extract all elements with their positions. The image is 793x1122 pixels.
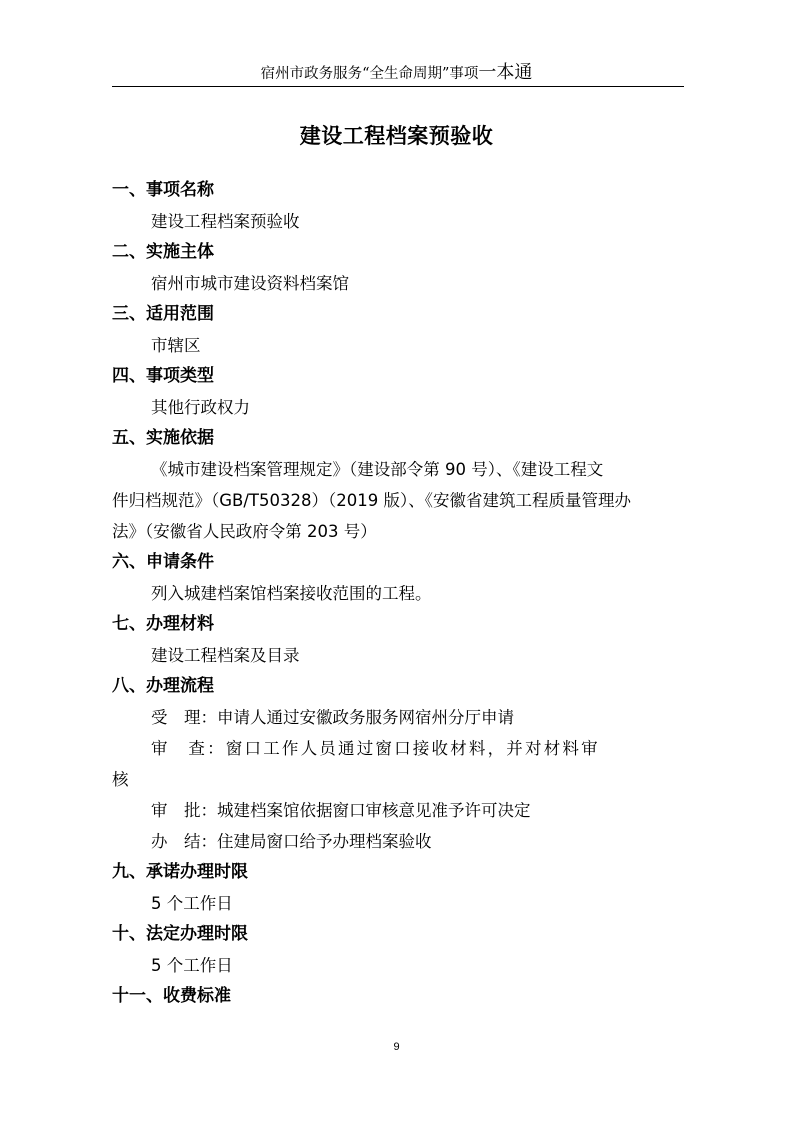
basis-line: 法》（安徽省人民政府令第 203 号） — [112, 522, 377, 541]
section-content: 市辖区 — [151, 336, 201, 355]
section-heading: 十、法定办理时限 — [112, 924, 248, 944]
process-step-review: 审 查：窗口工作人员通过窗口接收材料，并对材料审 — [151, 739, 600, 758]
section-content: 5 个工作日 — [151, 956, 233, 975]
page-number: 9 — [393, 1041, 400, 1053]
process-step-accept: 受 理：申请人通过安徽政务服务网宿州分厅申请 — [151, 708, 514, 727]
document-body — [112, 175, 692, 1012]
section-content: 建设工程档案预验收 — [151, 212, 300, 231]
running-header — [0, 63, 793, 84]
process-step-review-continued: 核 — [112, 770, 129, 789]
basis-line: 《城市建设档案管理规定》（建设部令第 90 号）、《建设工程文 — [151, 460, 604, 479]
process-step-approve: 审 批：城建档案馆依据窗口审核意见准予许可决定 — [151, 801, 531, 820]
section-heading: 六、申请条件 — [112, 552, 214, 572]
section-heading: 七、办理材料 — [112, 614, 214, 634]
section-heading: 十一、收费标准 — [112, 986, 231, 1006]
section-heading: 九、承诺办理时限 — [112, 862, 248, 882]
basis-line: 件归档规范》（GB/T50328）（2019 版）、《安徽省建筑工程质量管理办 — [112, 491, 631, 510]
section-content: 列入城建档案馆档案接收范围的工程。 — [151, 584, 432, 603]
section-heading: 二、实施主体 — [112, 242, 214, 262]
section-content: 建设工程档案及目录 — [151, 646, 300, 665]
section-content: 宿州市城市建设资料档案馆 — [151, 274, 349, 293]
document-title: 建设工程档案预验收 — [299, 124, 494, 148]
section-heading: 五、实施依据 — [112, 428, 214, 448]
section-content: 5 个工作日 — [151, 894, 233, 913]
running-header-suffix: 一本通 — [478, 62, 533, 83]
section-heading: 一、事项名称 — [112, 180, 214, 200]
section-heading: 四、事项类型 — [112, 366, 214, 386]
running-header-text: 宿州市政务服务“全生命周期”事项 — [260, 66, 479, 82]
section-heading: 八、办理流程 — [112, 676, 214, 696]
section-content: 其他行政权力 — [151, 398, 250, 417]
section-heading: 三、适用范围 — [112, 304, 214, 324]
process-step-conclude: 办 结：住建局窗口给予办理档案验收 — [151, 832, 432, 851]
header-rule — [112, 86, 684, 87]
